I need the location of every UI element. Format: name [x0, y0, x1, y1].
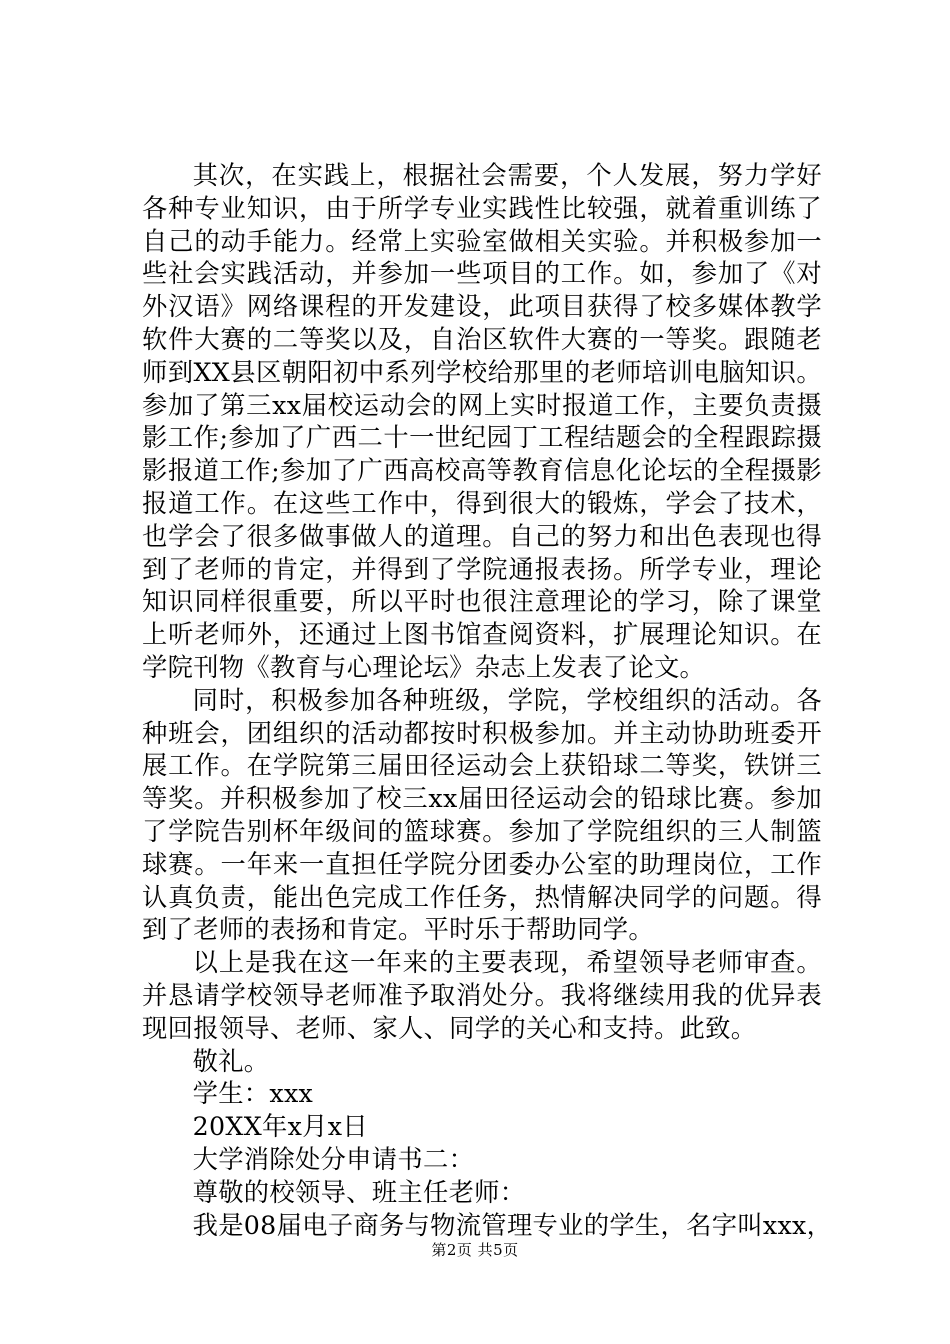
salutation-line: 尊敬的校领导、班主任老师：: [192, 1177, 526, 1207]
date-line: 20XX年x月x日: [192, 1112, 368, 1142]
document-body: [142, 160, 833, 1242]
signature-line: 学生：xxx: [192, 1079, 314, 1109]
paragraph-activities: 同时，积极参加各种班级，学院，学校组织的活动。各种班会，团组织的活动都按时积极参加。并主动协助班委开展工作。在学院第三届田径运动会上获铅球二等奖，铁饼三等奖。并积极参加了校三xx届田径运动会的铅球比赛。参加了学院告别杯年级间的篮球赛。参加了学院组织的三人制篮球赛。一年来一直担任学院分团委办公室的助理岗位，工作认真负责，能出色完成工作任务，热情解决同学的问题。得到了老师的表扬和肯定。平时乐于帮助同学。: [142, 685, 822, 945]
page-number-footer: 第2页 共5页: [431, 1241, 519, 1259]
second-letter-title: 大学消除处分申请书二：: [192, 1144, 475, 1174]
paragraph-practice: 其次，在实践上，根据社会需要，个人发展，努力学好各种专业知识，由于所学专业实践性比较强，就着重训练了自己的动手能力。经常上实验室做相关实验。并积极参加一些社会实践活动，并参加一些项目的工作。如，参加了《对外汉语》网络课程的开发建设，此项目获得了校多媒体教学软件大赛的二等奖以及，自治区软件大赛的一等奖。跟随老师到XX县区朝阳初中系列学校给那里的老师培训电脑知识。参加了第三xx届校运动会的网上实时报道工作，主要负责摄影工作;参加了广西二十一世纪园丁工程结题会的全程跟踪摄影报道工作;参加了广西高校高等教育信息化论坛的全程摄影报道工作。在这些工作中，得到很大的锻炼，学会了技术，也学会了很多做事做人的道理。自己的努力和出色表现也得到了老师的肯定，并得到了学院通报表扬。所学专业，理论知识同样很重要，所以平时也很注意理论的学习，除了课堂上听老师外，还通过上图书馆查阅资料，扩展理论知识。在学院刊物《教育与心理论坛》杂志上发表了论文。: [142, 161, 822, 682]
closing-line: 敬礼。: [192, 1046, 270, 1076]
opening-line: 我是08届电子商务与物流管理专业的学生，名字叫xxx，: [192, 1210, 833, 1240]
paragraph-request: 以上是我在这一年来的主要表现，希望领导老师审查。并恳请学校领导老师准予取消处分。我将继续用我的优异表现回报领导、老师、家人、同学的关心和支持。此致。: [142, 948, 822, 1043]
